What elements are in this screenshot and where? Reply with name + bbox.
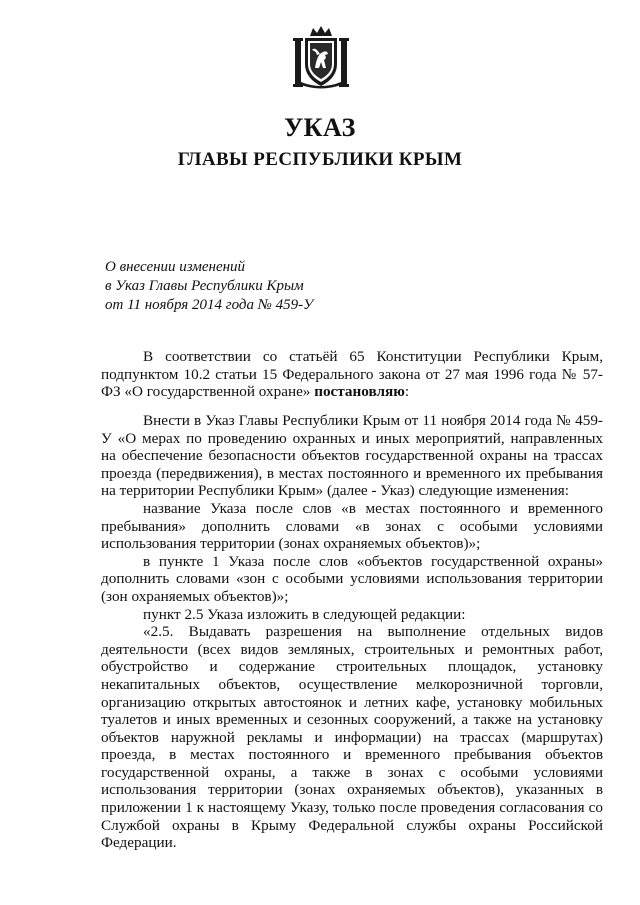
decree-body xyxy=(101,412,603,852)
document-title: УКАЗ xyxy=(284,113,356,142)
decree-subject xyxy=(105,258,313,315)
body-paragraph: название Указа после слов «в местах постоянного и временного пребывания» дополнить словами «в зонах с особыми условиями использования территории (зонах охраняемых объектов)»; xyxy=(101,499,603,553)
document-subtitle: ГЛАВЫ РЕСПУБЛИКИ КРЫМ xyxy=(177,149,463,170)
body-paragraph: «2.5. Выдавать разрешения на выполнение отдельных видов деятельности (всех видов земляных, строительных и ремонтных работ, обустройство и содержание строительных площадок, установку некапитальных объектов, осуществление мелкорозничной торговли, организацию открытых автостоянок и летних кафе, установку мобильных туалетов и иных временных и сезонных сооружений, а также на установку объектов наружной рекламы и информации) на трассах (маршрутах) проезда, в местах постоянного и временного пребывания объектов государственной охраны, а также в зонах с особыми условиями использования территории (зонах охраняемых объектов), указанных в приложении 1 к настоящему Указу, только после проведения согласования со Службой охраны в Крыму Федеральной службы охраны Российской Федерации. xyxy=(101,623,603,852)
subject-line: О внесении изменений xyxy=(105,259,246,275)
body-paragraph: Внести в Указ Главы Республики Крым от 11 ноября 2014 года № 459-У «О мерах по проведению охранных и иных мероприятий, направленных на обеспечение безопасности объектов государственной охраны на трассах проезда (передвижения), в местах постоянного и временного их пребывания на территории Республики Крым» (далее - Указ) следующие изменения: xyxy=(101,412,603,500)
coat-of-arms-icon xyxy=(293,24,349,90)
body-paragraph: в пункте 1 Указа после слов «объектов государственной охраны» дополнить словами «зон с особыми условиями использования территории (зон охраняемых объектов)»; xyxy=(101,552,603,605)
subject-line: в Указ Главы Республики Крым xyxy=(105,278,304,294)
preamble-paragraph xyxy=(101,348,603,401)
body-paragraph: пункт 2.5 Указа изложить в следующей редакции: xyxy=(143,605,466,623)
preamble-text: В соответствии со статьёй 65 Конституции Республики Крым, подпунктом 10.2 статьи 15 Федерального закона от 27 мая 1996 года № 57-ФЗ «О государственной охране» xyxy=(101,348,603,401)
preamble-end: : xyxy=(404,383,410,401)
subject-line: от 11 ноября 2014 года № 459-У xyxy=(105,297,314,313)
decree-keyword: постановляю xyxy=(314,383,405,401)
preamble xyxy=(101,348,603,401)
